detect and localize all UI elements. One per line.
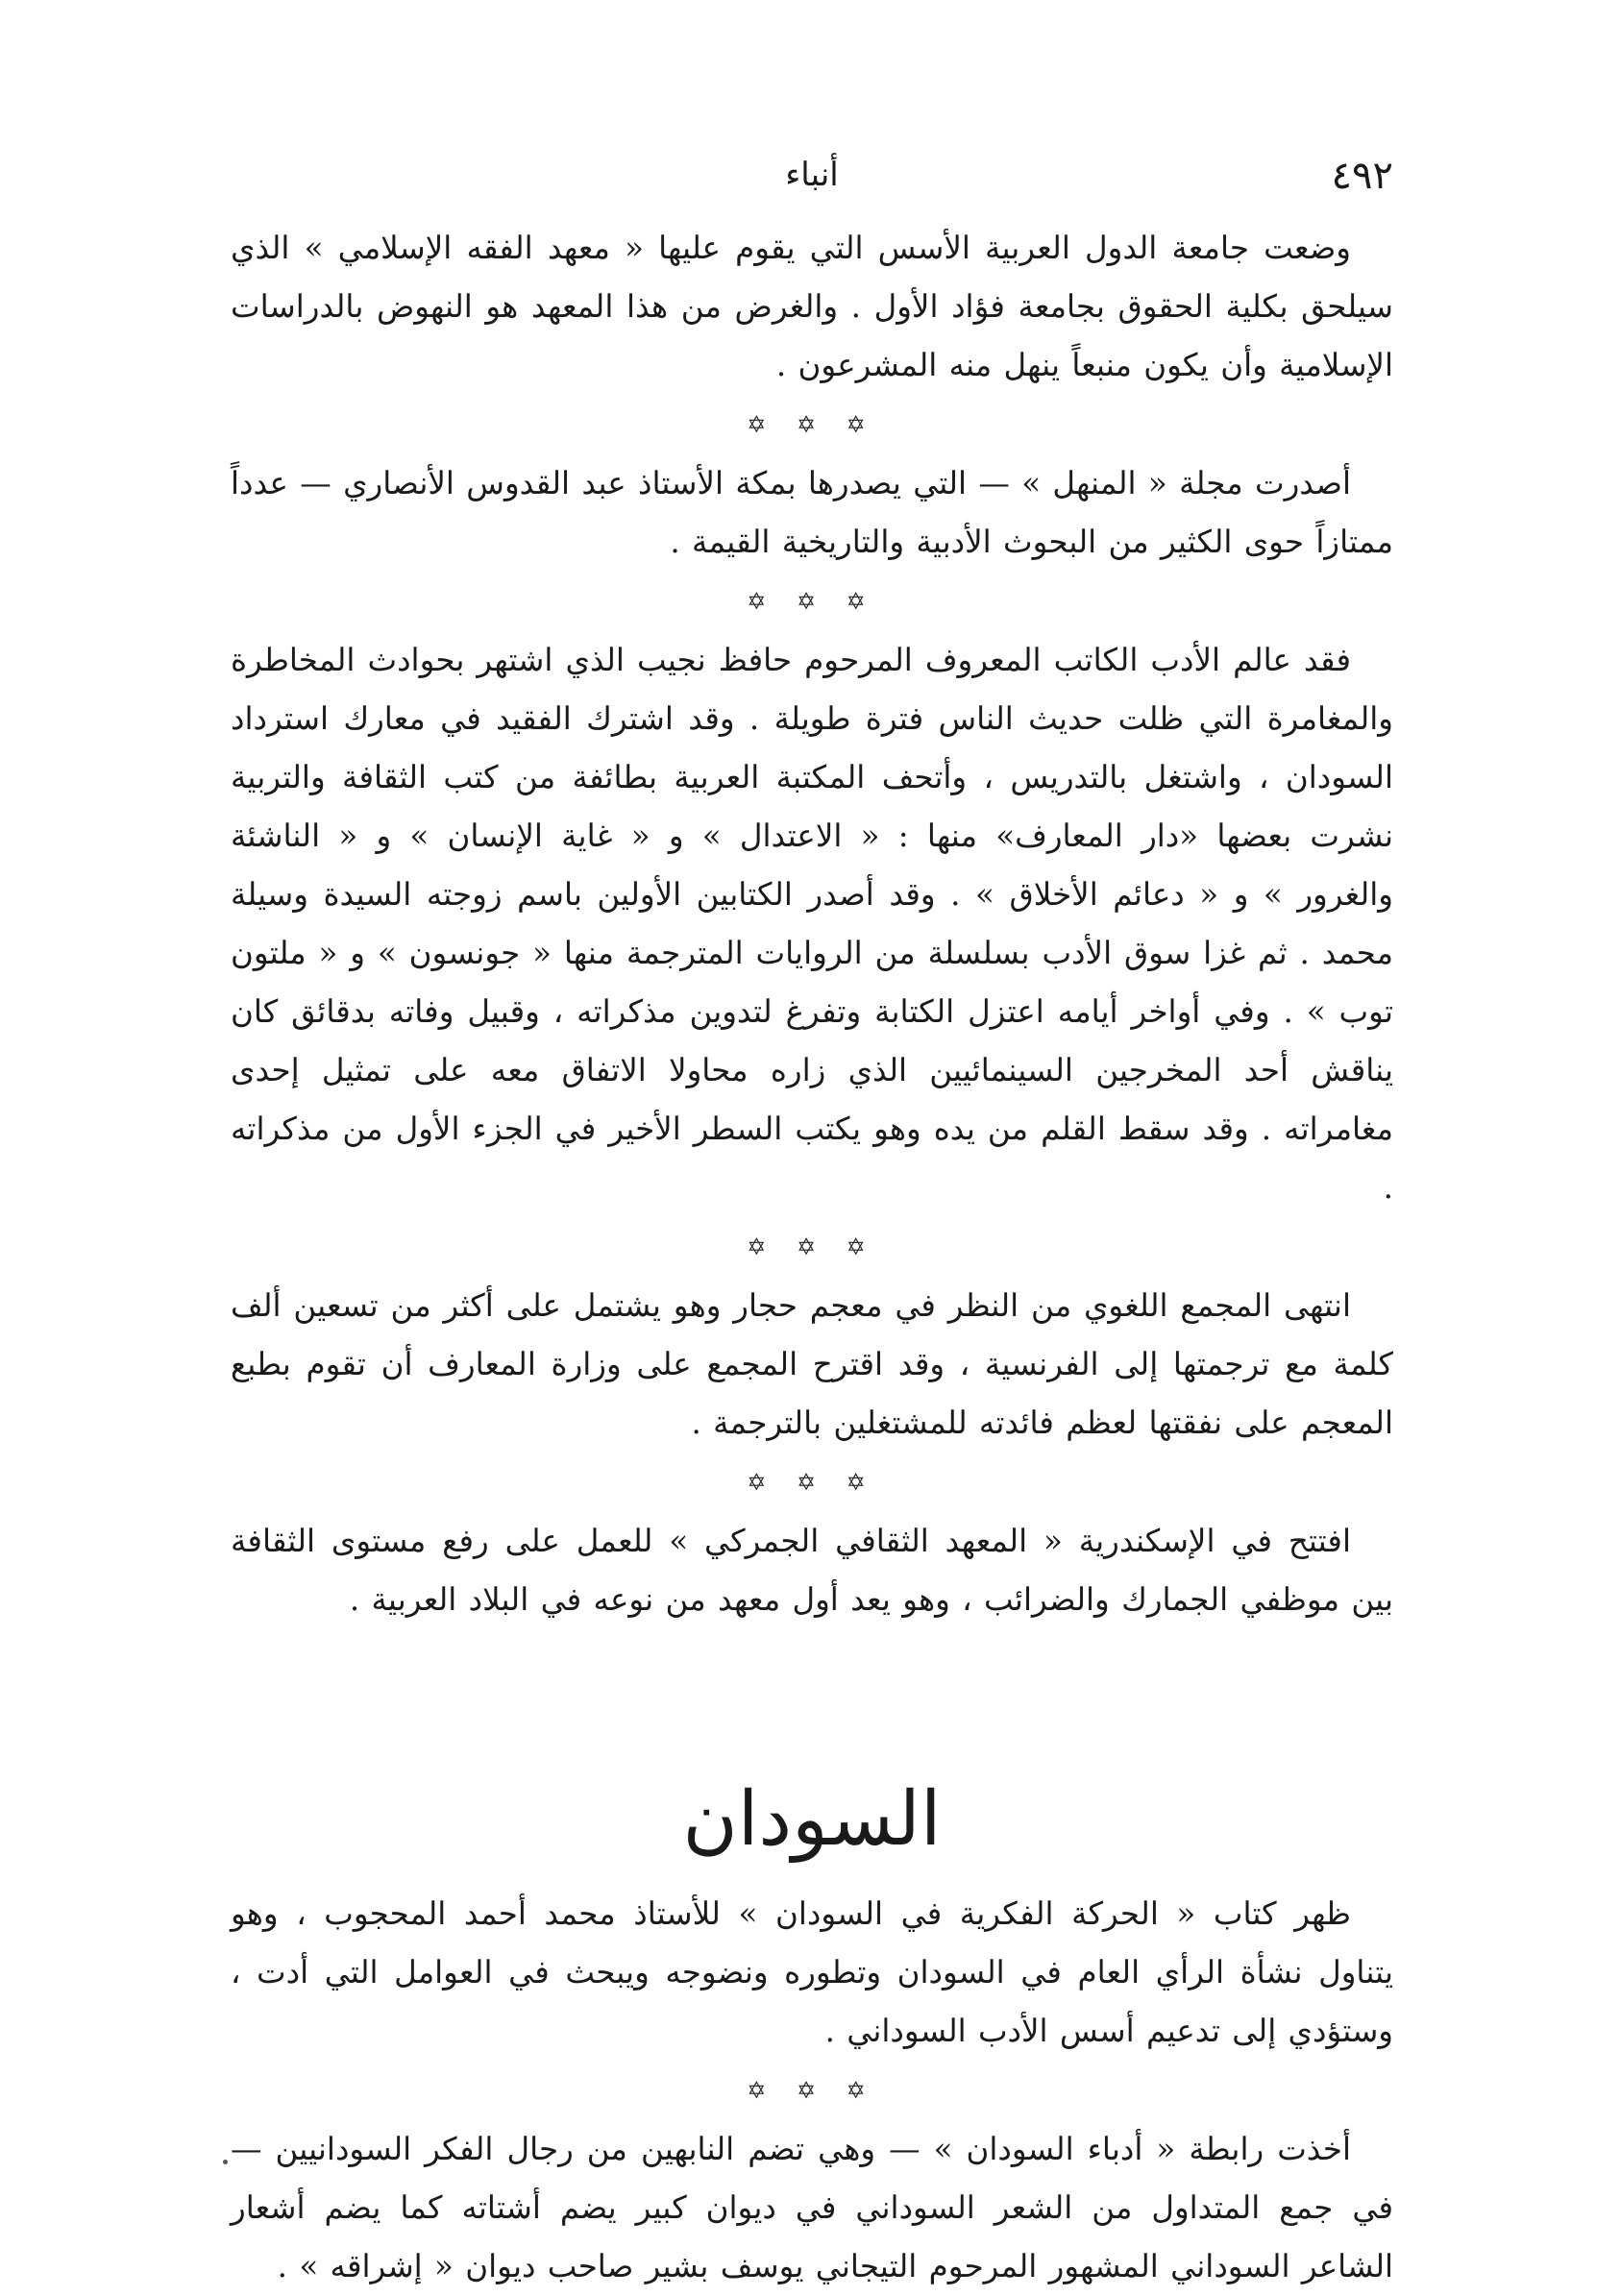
news-item-customs-institute: افتتح في الإسكندرية « المعهد الثقافي الجمركي » للعمل على رفع مستوى الثقافة بين موظفي الجمارك والضرائب ، وهو يعد أول معهد من نوعه في البلاد العربية . (231, 1523, 1393, 1618)
section-title-sudan: السودان (682, 1776, 942, 1863)
news-item-hafez-naguib: فقد عالم الأدب الكاتب المعروف المرحوم حافظ نجيب الذي اشتهر بحوادث المخاطرة والمغامرة التي ظلت حديث الناس فترة طويلة . وقد اشترك الفقيد في معارك استرداد السودان ، واشتغل بالتدريس ، وأتحف المكتبة العربية بطائفة من كتب الثقافة والتربية نشرت بعضها «دار المعارف» منها : « الاعتدال » و « غاية الإنسان » و « الناشئة والغرور » و « دعائم الأخلاق » . وقد أصدر الكتابين الأولين باسم زوجته السيدة وسيلة محمد . ثم غزا سوق الأدب بسلسلة من الروايات المترجمة منها « جونسون » و « ملتون توب » . وفي أواخر أيامه اعتزل الكتابة وتفرغ لتدوين مذكراته ، وقبيل وفاته بدقائق كان يناقش أحد المخرجين السينمائيين الذي زاره محاولا الاتفاق معه على تمثيل إحدى مغامراته . وقد سقط القلم من يده وهو يكتب السطر الأخير في الجزء الأول من مذكراته . (231, 642, 1393, 1206)
page-number: ٤٩٢ (1331, 154, 1393, 198)
section-separator-stars: ✡ ✡ ✡ (747, 411, 877, 438)
section-separator-stars: ✡ ✡ ✡ (747, 588, 877, 615)
running-head (231, 154, 1393, 208)
section-separator-stars: ✡ ✡ ✡ (747, 1233, 877, 1260)
scan-speck (223, 2160, 228, 2164)
news-item-fiqh-institute: وضعت جامعة الدول العربية الأسس التي يقوم عليها « معهد الفقه الإسلامي » الذي سيلحق بكلية الحقوق بجامعة فؤاد الأول . والغرض من هذا المعهد هو النهوض بالدراسات الإسلامية وأن يكون منبعاً ينهل منه المشرعون . (231, 230, 1393, 383)
news-item-language-academy: انتهى المجمع اللغوي من النظر في معجم حجار وهو يشتمل على أكثر من تسعين ألف كلمة مع ترجمتها إلى الفرنسية ، وقد اقترح المجمع على وزارة المعارف أن تقوم بطبع المعجم على نفقتها لعظم فائدته للمشتغلين بالترجمة . (231, 1287, 1393, 1441)
running-header-title: أنباء (785, 156, 839, 194)
section-separator-stars: ✡ ✡ ✡ (747, 1469, 877, 1496)
section-separator-stars: ✡ ✡ ✡ (747, 2077, 877, 2104)
news-item-sudan-book: ظهر كتاب « الحركة الفكرية في السودان » للأستاذ محمد أحمد المحجوب ، وهو يتناول نشأة الرأي العام في السودان وتطوره ونضوجه ويبحث في العوامل التي أدت ، وستؤدي إلى تدعيم أسس الأدب السوداني . (231, 1895, 1393, 2049)
document-page (231, 154, 1393, 2284)
news-item-al-manhal: أصدرت مجلة « المنهل » — التي يصدرها بمكة الأستاذ عبد القدوس الأنصاري — عدداً ممتازاً حوى الكثير من البحوث الأدبية والتاريخية القيمة . (231, 465, 1393, 560)
news-item-sudan-writers-league: أخذت رابطة « أدباء السودان » — وهي تضم النابهين من رجال الفكر السودانيين — في جمع المتداول من الشعر السوداني في ديوان كبير يضم أشتاته كما يضم أشعار الشاعر السوداني المشهور المرحوم التيجاني يوسف بشير صاحب ديوان « إشراقه » . (231, 2131, 1393, 2284)
